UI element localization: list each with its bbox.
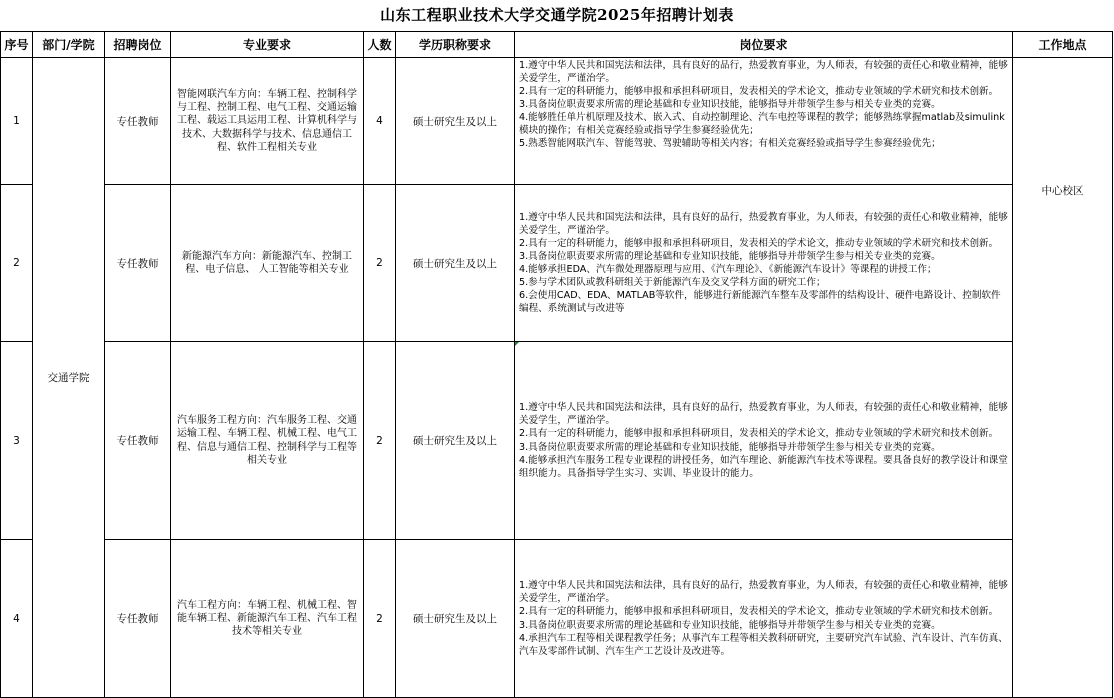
position-cell: 专任教师 [105, 540, 171, 698]
header-seq: 序号 [1, 32, 33, 58]
major-cell: 汽车工程方向：车辆工程、机械工程、智能车辆工程、新能源汽车工程、汽车工程技术等相关专业 [171, 540, 364, 698]
requirement-item: 3.具备岗位职责要求所需的理论基础和专业知识技能，能够指导并带领学生参与相关专业类的竞赛。 [519, 619, 941, 631]
count-cell: 2 [364, 342, 396, 540]
requirement-item: 1.遵守中华人民共和国宪法和法律，具有良好的品行，热爱教育事业，为人师表，有较强的责任心和敬业精神，能够关爱学生，严谨治学。 [519, 211, 1008, 236]
requirement-item: 5.熟悉智能网联汽车、智能驾驶、驾驶辅助等相关内容；有相关竞赛经验或指导学生参赛经验优先； [519, 138, 941, 150]
degree-cell: 硕士研究生及以上 [396, 185, 515, 342]
degree-cell: 硕士研究生及以上 [396, 58, 515, 185]
requirement-item: 2.具有一定的科研能力，能够申报和承担科研项目，发表相关的学术论文，推动专业领域的学术研究和技术创新。 [519, 85, 999, 97]
major-cell: 新能源汽车方向：新能源汽车、控制工程、电子信息、 人工智能等相关专业 [171, 185, 364, 342]
header-count: 人数 [364, 32, 396, 58]
table-row [1, 342, 1113, 540]
header-row [1, 32, 1113, 58]
requirement-item: 1.遵守中华人民共和国宪法和法律，具有良好的品行，热爱教育事业，为人师表，有较强的责任心和敬业精神，能够关爱学生，严谨治学。 [519, 59, 1008, 84]
requirement-item: 5.参与学术团队或教科研组关于新能源汽车及交叉学科方面的研究工作； [519, 277, 826, 289]
table-row [1, 540, 1113, 698]
seq-cell: 2 [1, 185, 33, 342]
requirement-item: 4.能够承担EDA、汽车微处理器原理与应用、《汽车理论》、《新能源汽车设计》等课程的讲授工作； [519, 264, 937, 275]
requirement-item: 3.具备岗位职责要求所需的理论基础和专业知识技能，能够指导并带领学生参与相关专业类的竞赛。 [519, 250, 941, 262]
major-cell: 智能网联汽车方向：车辆工程、控制科学与工程、控制工程、电气工程、交通运输工程、载运工具运用工程、计算机科学与技术、大数据科学与技术、信息通信工程、软件工程相关专业 [171, 58, 364, 185]
sheet-title: 山东工程职业技术大学交通学院2025年招聘计划表 [380, 6, 734, 24]
seq-cell: 3 [1, 342, 33, 540]
header-major: 专业要求 [171, 32, 364, 58]
requirements-list [519, 211, 1008, 316]
degree-cell: 硕士研究生及以上 [396, 342, 515, 540]
header-position: 招聘岗位 [105, 32, 171, 58]
count-cell: 4 [364, 58, 396, 185]
requirements-list [519, 401, 1008, 480]
requirement-item: 3.具备岗位职责要求所需的理论基础和专业知识技能，能够指导并带领学生参与相关专业类的竞赛。 [519, 441, 941, 453]
requirements-list [519, 579, 1008, 658]
comment-marker [515, 342, 519, 346]
degree-cell: 硕士研究生及以上 [396, 540, 515, 698]
count-cell: 2 [364, 540, 396, 698]
requirement-item: 4.能够胜任单片机原理及技术、嵌入式、自动控制理论、汽车电控等课程的教学；能够熟练掌握matlab及simulink模块的操作；有相关竞赛经验或指导学生参赛经验优先； [519, 111, 1005, 136]
header-degree: 学历职称要求 [396, 32, 515, 58]
requirement-item: 1.遵守中华人民共和国宪法和法律，具有良好的品行，热爱教育事业，为人师表，有较强的责任心和敬业精神，能够关爱学生，严谨治学。 [519, 580, 1008, 605]
table-row [1, 58, 1113, 185]
department-cell: 交通学院 [33, 58, 105, 698]
requirement-item: 2.具有一定的科研能力，能够申报和承担科研项目，发表相关的学术论文，推动专业领域的学术研究和技术创新。 [519, 606, 999, 618]
header-dept: 部门/学院 [33, 32, 105, 58]
location-cell: 中心校区 [1013, 58, 1113, 698]
count-cell: 2 [364, 185, 396, 342]
requirements-cell [515, 540, 1013, 698]
seq-cell: 1 [1, 58, 33, 185]
position-cell: 专任教师 [105, 185, 171, 342]
requirement-item: 6.会使用CAD、EDA、MATLAB等软件，能够进行新能源汽车整车及零部件的结构设计、硬件电路设计、控制软件编程、系统测试与改进等 [519, 290, 1001, 315]
requirement-item: 3.具备岗位职责要求所需的理论基础和专业知识技能，能够指导并带领学生参与相关专业类的竞赛。 [519, 98, 941, 110]
requirement-item: 2.具有一定的科研能力，能够申报和承担科研项目，发表相关的学术论文，推动专业领域的学术研究和技术创新。 [519, 237, 999, 249]
recruitment-table [0, 31, 1113, 698]
requirement-item: 4.承担汽车工程等相关课程教学任务；从事汽车工程等相关教科研研究，主要研究汽车试验、汽车设计、汽车仿真、汽车及零部件试制、汽车生产工艺设计及改进等。 [519, 632, 1008, 657]
requirement-item: 4.能够承担汽车服务工程专业课程的讲授任务，如汽车理论、新能源汽车技术等课程。要具备良好的教学设计和课堂组织能力。具备指导学生实习、实训、毕业设计的能力。 [519, 454, 1008, 479]
table-row [1, 185, 1113, 342]
requirements-cell [515, 342, 1013, 540]
requirements-list [519, 59, 1008, 184]
major-cell: 汽车服务工程方向：汽车服务工程、交通运输工程、车辆工程、机械工程、电气工程、信息与通信工程、控制科学与工程等相关专业 [171, 342, 364, 540]
seq-cell: 4 [1, 540, 33, 698]
requirement-item: 1.遵守中华人民共和国宪法和法律，具有良好的品行，热爱教育事业，为人师表，有较强的责任心和敬业精神，能够关爱学生，严谨治学。 [519, 402, 1008, 427]
position-cell: 专任教师 [105, 58, 171, 185]
requirement-item: 2.具有一定的科研能力，能够申报和承担科研项目，发表相关的学术论文，推动专业领域的学术研究和技术创新。 [519, 428, 999, 440]
position-cell: 专任教师 [105, 342, 171, 540]
header-location: 工作地点 [1013, 32, 1113, 58]
header-requirements: 岗位要求 [515, 32, 1013, 58]
requirements-cell [515, 58, 1013, 185]
requirements-cell [515, 185, 1013, 342]
